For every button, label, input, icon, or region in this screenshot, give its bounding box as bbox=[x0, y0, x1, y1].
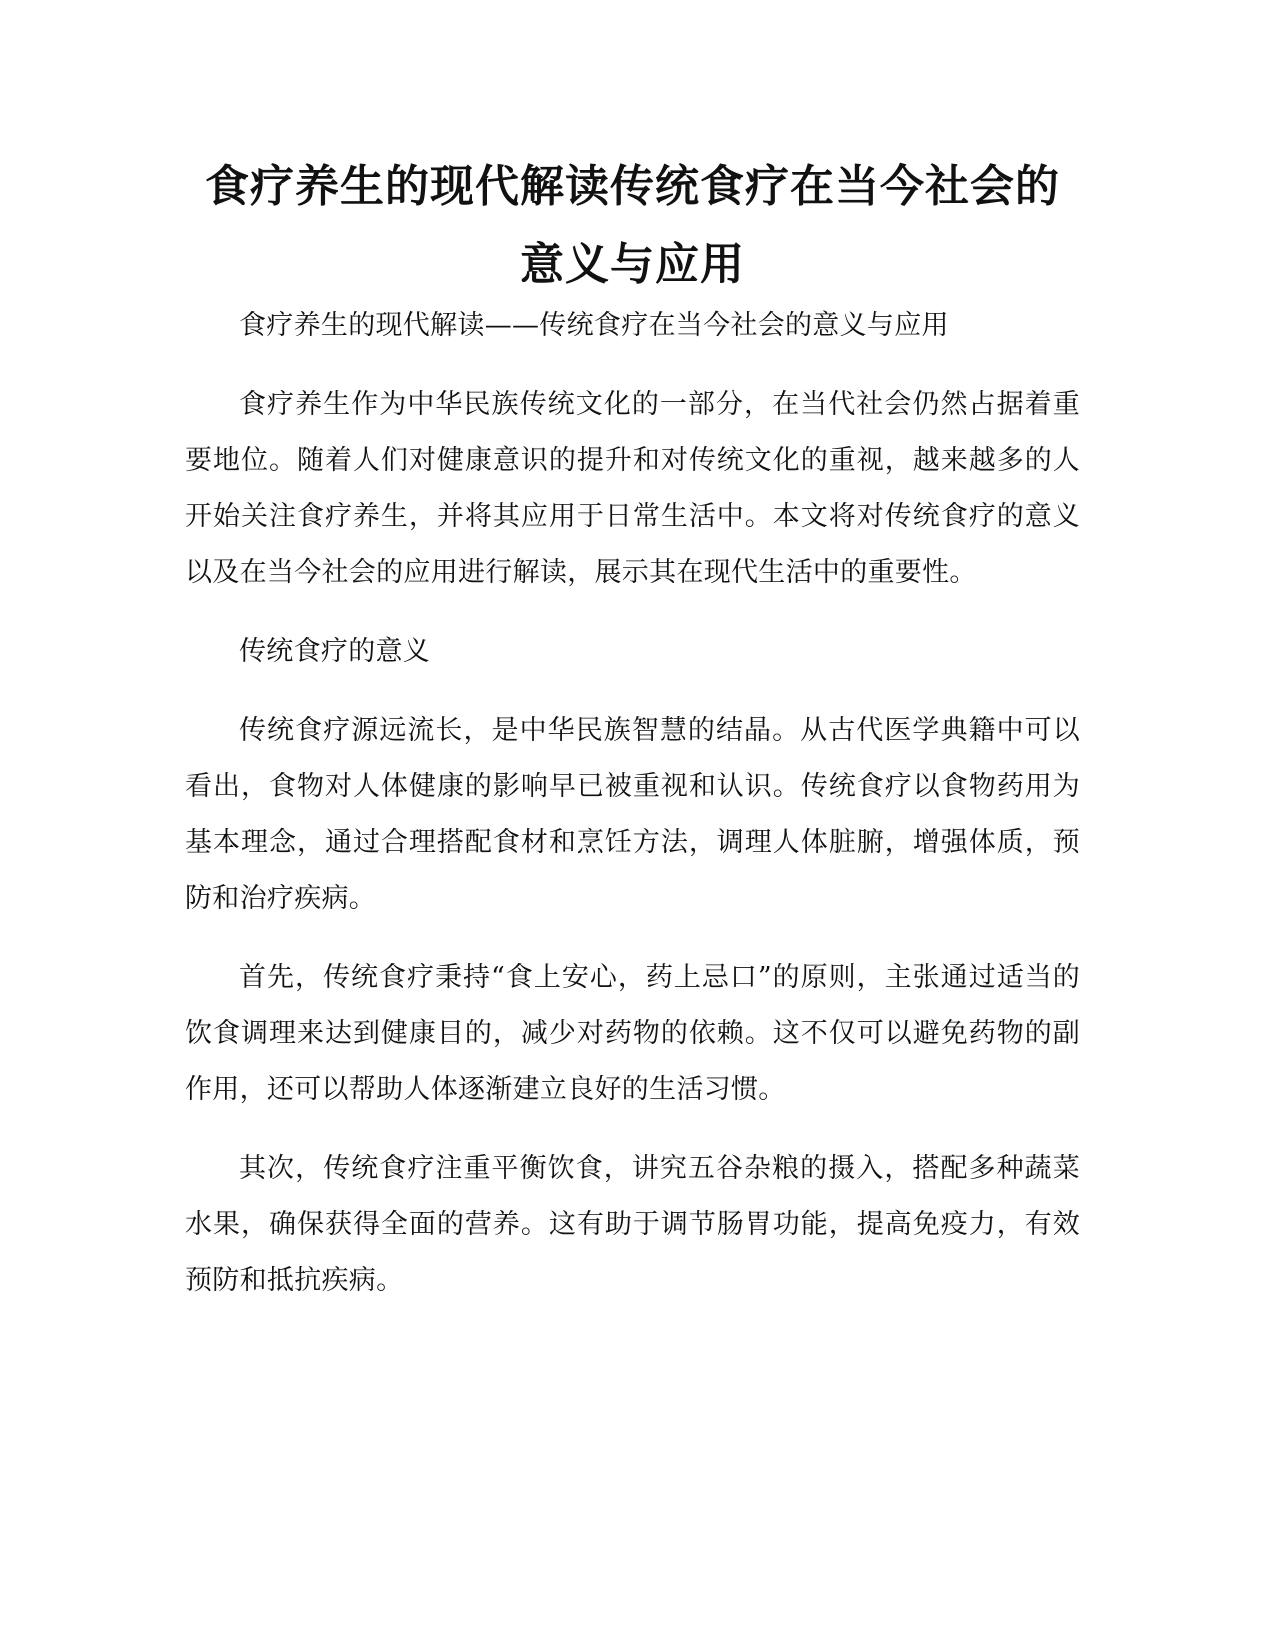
paragraph: 首先，传统食疗秉持“食上安心，药上忌口”的原则，主张通过适当的饮食调理来达到健康目的，减少对药物的依赖。这不仅可以避免药物的副作用，还可以帮助人体逐渐建立良好的生活习惯。 bbox=[185, 962, 1080, 1105]
section-heading: 传统食疗的意义 bbox=[239, 636, 431, 667]
paragraph: 其次，传统食疗注重平衡饮食，讲究五谷杂粮的摄入，搭配多种蔬菜水果，确保获得全面的营养。这有助于调节肠胃功能，提高免疫力，有效预防和抵抗疾病。 bbox=[185, 1153, 1080, 1296]
paragraph-subtitle: 食疗养生的现代解读——传统食疗在当今社会的意义与应用 bbox=[239, 310, 949, 341]
document-body bbox=[185, 298, 1080, 1332]
paragraph: 传统食疗源远流长，是中华民族智慧的结晶。从古代医学典籍中可以看出，食物对人体健康的影响早已被重视和认识。传统食疗以食物药用为基本理念，通过合理搭配食材和烹饪方法，调理人体脏腑，增强体质，预防和治疗疾病。 bbox=[185, 715, 1080, 914]
paragraph-intro: 食疗养生作为中华民族传统文化的一部分，在当代社会仍然占据着重要地位。随着人们对健康意识的提升和对传统文化的重视，越来越多的人开始关注食疗养生，并将其应用于日常生活中。本文将对传统食疗的意义以及在当今社会的应用进行解读，展示其在现代生活中的重要性。 bbox=[185, 389, 1080, 588]
document-title: 食疗养生的现代解读传统食疗在当今社会的意义与应用 bbox=[205, 161, 1060, 290]
